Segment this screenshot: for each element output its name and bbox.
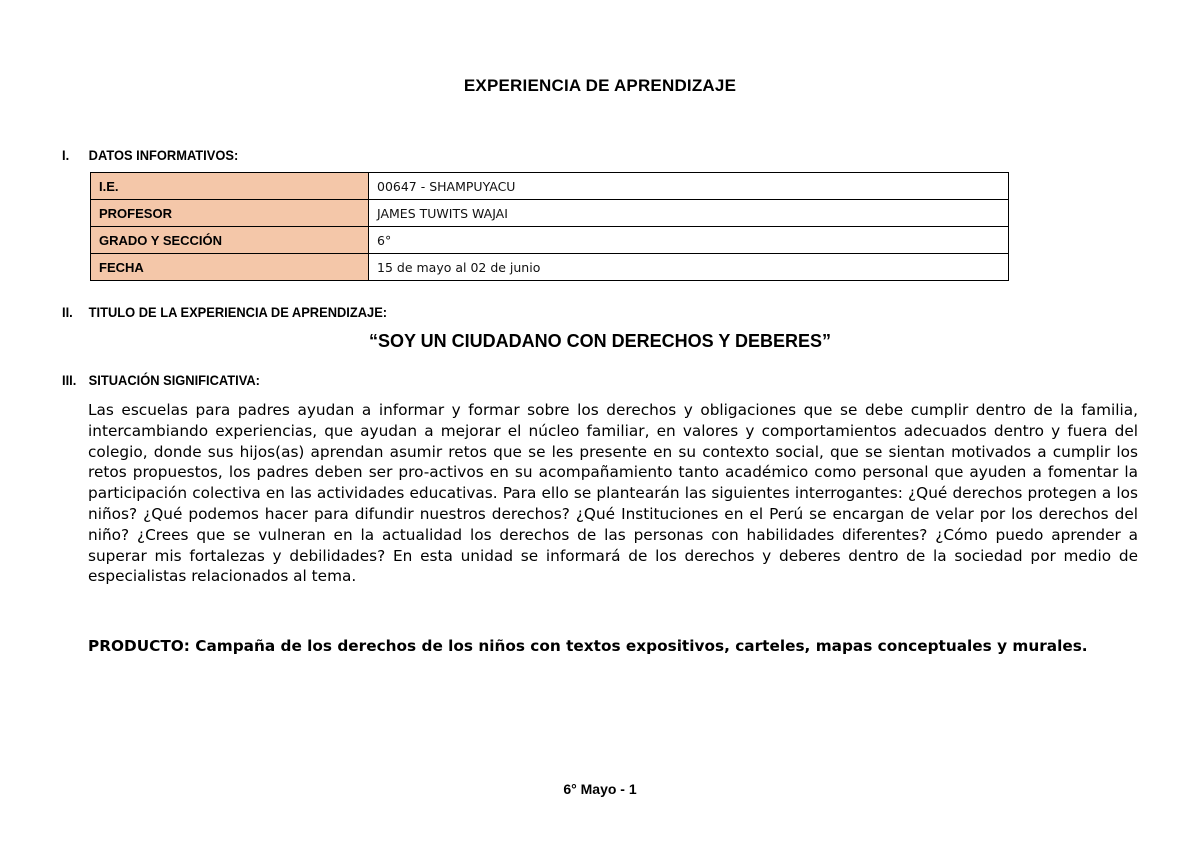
section-number: II. — [62, 304, 73, 320]
section-heading: SITUACIÓN SIGNIFICATIVA: — [88, 372, 260, 388]
section-number: III. — [62, 372, 77, 388]
document-title: EXPERIENCIA DE APRENDIZAJE — [463, 76, 737, 95]
info-label-fecha: FECHA — [91, 254, 369, 281]
section-number: I. — [62, 147, 70, 163]
info-label-profesor: PROFESOR — [91, 200, 369, 227]
info-label-ie: I.E. — [91, 173, 369, 200]
section-datos-heading — [62, 147, 238, 163]
info-value-grado: 6° — [369, 227, 1009, 254]
table-row — [91, 173, 1009, 200]
situacion-paragraph: Las escuelas para padres ayudan a informar y formar sobre los derechos y obligaciones que se debe cumplir dentro de la familia, intercambiando experiencias, que ayudan a mejorar el núcleo familiar, en valores y comportamientos adecuados dentro y fuera del colegio, donde sus hijos(as) aprendan asumir retos que se les presente en su contexto social, que se sientan motivados a cumplir los retos propuestos, los padres deben ser pro-activos en su acompañamiento tanto académico como personal que ayuden a fomentar la participación colectiva en las actividades educativas. Para ello se plantearán las siguientes interrogantes: ¿Qué derechos protegen a los niños? ¿Qué podemos hacer para difundir nuestros derechos? ¿Qué Instituciones en el Perú se encargan de velar por los derechos del niño? ¿Crees que se vulneran en la actualidad los derechos de las personas con habilidades diferentes? ¿Cómo puedo aprender a superar mis fortalezas y debilidades? En esta unidad se informará de los derechos y deberes dentro de la sociedad por medio de especialistas relacionados al tema. — [88, 401, 1138, 586]
info-label-grado: GRADO Y SECCIÓN — [91, 227, 369, 254]
table-row — [91, 200, 1009, 227]
section-heading: DATOS INFORMATIVOS: — [88, 147, 239, 163]
section-titulo-heading — [62, 304, 387, 320]
info-value-ie: 00647 - SHAMPUYACU — [369, 173, 1009, 200]
table-row — [91, 227, 1009, 254]
info-table — [90, 172, 1009, 281]
info-value-profesor: JAMES TUWITS WAJAI — [369, 200, 1009, 227]
section-heading: TITULO DE LA EXPERIENCIA DE APRENDIZAJE: — [88, 304, 388, 320]
info-value-fecha: 15 de mayo al 02 de junio — [369, 254, 1009, 281]
page-footer: 6° Mayo - 1 — [563, 781, 637, 797]
section-situacion-heading — [62, 372, 260, 388]
experience-title: “SOY UN CIUDADANO CON DERECHOS Y DEBERES” — [368, 331, 832, 351]
table-row — [91, 254, 1009, 281]
producto-paragraph: PRODUCTO: Campaña de los derechos de los niños con textos expositivos, carteles, mapas conceptuales y murales. — [88, 637, 1088, 655]
